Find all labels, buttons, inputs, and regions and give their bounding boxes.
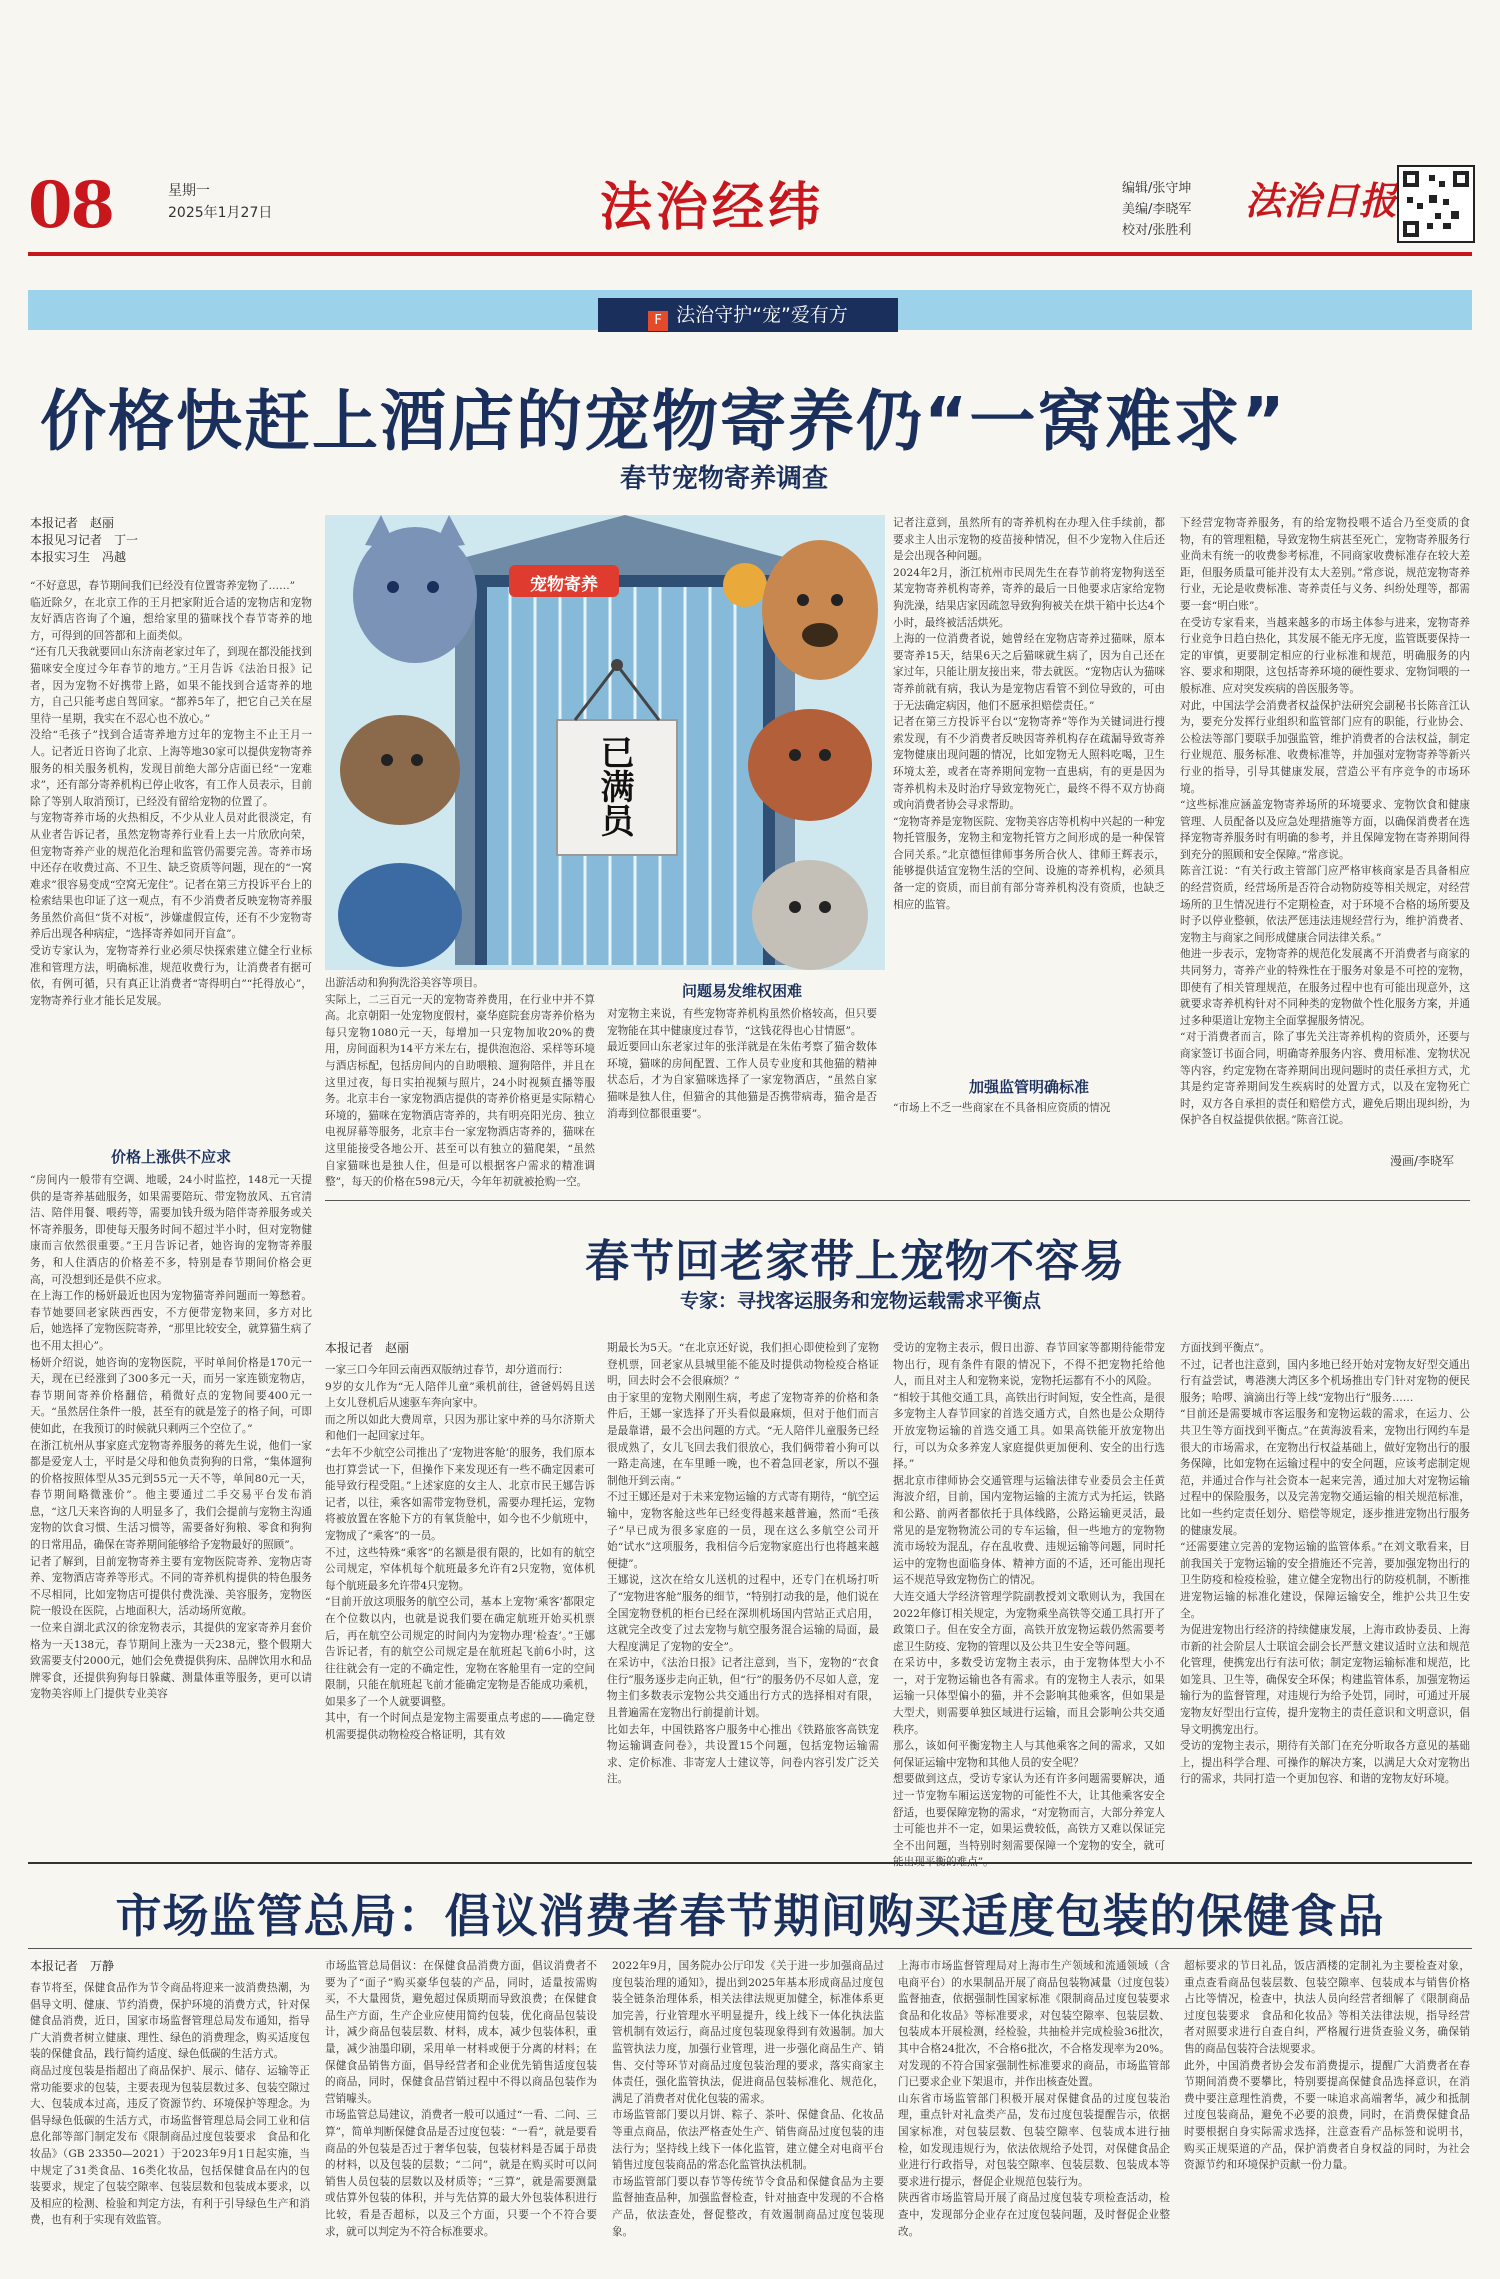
proofreader: 校对/张胜利 [1122, 223, 1192, 238]
article1-col1b: “房间内一般带有空调、地暖，24小时监控，148元一天提供的是寄养基础服务，如果需要陪玩、带宠物放风、五官清洁、陪伴用餐、喂药等，需要加钱升级为陪伴寄养服务或关怀寄养服务，即使每天服务时间不超过半小时，但对宠物健康而言依然很重要。”王月告诉记者，她咨询的宠物寄养服务，和人住酒店的价格差不多，特别是春节期间价格会更高，可没想到还是供不应求。 在上海工作的杨妍最近也因为宠物猫寄养问题而一筹愁着。春节她要回老家陕西西安，不方便带宠物来回，多方对比后，她选择了宠物医院寄养，“那里比较安全，就算猫生病了也不用太担心”。 杨妍介绍说，她咨询的宠物医院，平时单间价格是170元一天，现在已经涨到了300多元一天，而另一家连锁宠物店，春节期间寄养价格翻倍，稍微好点的宠物间要400元一天。“虽然居住条件一般，甚至有的就是笼子的格子间，可即使如此，在我预订的时候就只剩两三个空位了。” 在浙江杭州从事家庭式宠物寄养服务的蒋先生说，他们一家都是爱宠人士，平时是父母和他负责狗狗的日常，“集体遛狗的价格按照体型从35元到55元一天不等，单间80元一天，春节期间略微涨价”。他主要通过二手交易平台发布消息，“这几天来咨询的人明显多了，我们会提前与宠物主沟通宠物的饮食习惯、生活习惯等，需要备好狗粮、零食和狗狗的日常用品，确保在寄养期间能够给予宠物最好的照顾”。 记者了解到，目前宠物寄养主要有宠物医院寄养、宠物店寄养、宠物酒店寄养等形式。不同的寄养机构提供的特色服务不尽相同，比如宠物店可提供付费洗澡、美容服务，宠物医院一般设在医院，占地面积大，活动场所宽敞。 一位来自湖北武汉的徐宠物表示，其提供的宠家寄养月套价格为一天138元，春节期间上涨为一天238元，整个假期大致需要支付2000元，她们会免费提供狗床、品牌饮用水和品牌零食，还提供狗狗每日躲藏、测量体重等服务，更可以请宠物美容师上门提供专业美容 [30, 1174, 312, 1701]
article3-col4: 上海市市场监督管理局对上海市生产领域和流通领域（含电商平台）的水果制品开展了商品包装物减量（过度包装）监督抽查，依据强制性国家标准《限制商品过度包装要求 食品和化妆品》等标准要求，对包装空隙率、包装层数、包装成本开展检测，经检验，共抽检并完成检验36批次，其中合格24批次，不合格6批次，不合格发现率为20%。对发现的不符合国家强制性标准要求的商品，市场监管部门已要求企业下架退市，并作出核查处置。 山东省市场监管部门积极开展对保健食品的过度包装治理，重点针对礼盒类产品，发布过度包装提醒告示，依据国家标准，对包装层数、包装空隙率、包装成本进行抽检，如发现违规行为，依法依规给予处罚，对保健食品企业进行行政指导，对包装空隙率、包装层数、包装成本等要求进行提示，督促企业规范包装行为。 陕西省市场监管局开展了商品过度包装专项检查活动，检查中，发现部分企业存在过度包装问题，及时督促企业整改。 [898, 1960, 1170, 2238]
date: 2025年1月27日 [168, 205, 273, 221]
article3-col3: 2022年9月，国务院办公厅印发《关于进一步加强商品过度包装治理的通知》，提出到2025年基本形成商品过度包装全链条治理体系，相关法律法规更加健全，标准体系更加完善，行业管理水平明显提升，线上线下一体化执法监管机制有效运行，商品过度包装现象得到有效遏制。加大监管执法力度，加强行业管理，进一步强化商品生产、销售、交付等环节对商品过度包装治理的要求，落实商家主体责任，强化监管执法，促进商品包装标准化、规范化，满足了消费者对优化包装的需求。 市场监管部门要以月饼、粽子、茶叶、保健食品、化妆品等重点商品，依法严格查处生产、销售商品过度包装的违法行为；坚持线上线下一体化监管，建立健全对电商平台销售过度包装商品的常态化监管执法机制。 市场监管部门要以春节等传统节令食品和保健食品为主要监督抽查品种，加强监督检查，针对抽查中发现的不合格产品，依法查处，督促整改，有效遏制商品过度包装现象。 [612, 1960, 884, 2238]
byline-3: 本报实习生 冯越 [30, 550, 127, 564]
section-divider-1 [325, 1200, 1470, 1201]
article1-col1: “不好意思，春节期间我们已经没有位置寄养宠物了……” 临近除夕，在北京工作的王月把家附近合适的宠物店和宠物友好酒店咨询了个遍，想给家里的猫咪找个春节寄养的地方，可得到的回答都和上面类似。 “还有几天我就要回山东济南老家过年了，到现在都没能找到猫咪安全度过今年春节的地方。”王月告诉《法治日报》记者，因为宠物不好携带上路，如果不能找到合适寄养的地方，自己只能考虑自驾回家。“都养5年了，把它自己关在屋里待一星期，我实在不忍心也不放心。” 没给“毛孩子”找到合适寄养地方过年的宠物主不止王月一人。记者近日咨询了北京、上海等地30家可以提供宠物寄养服务的相关服务机构，发现目前绝大部分店面已经“一宠难求”，还有部分寄养机构已停止收客，有工作人员表示，目前除了等别人取消预订，已经没有留给宠物的位置了。 与宠物寄养市场的火热相反，不少从业人员对此很淡定，有从业者告诉记者，虽然宠物寄养行业看上去一片欣欣向荣，但宠物寄养产业的规范化治理和监管仍需要完善。寄养市场中还存在收费过高、不卫生、缺乏资质等问题，现在的“一窝难求”很容易变成“空窝无宠住”。记者在第三方投诉平台上的检索结果也印证了这一观点，有不少消费者反映宠物寄养服务虽然价高但“货不对板”，涉嫌虚假宣传，还有不少宠物寄养后出现各种病症，“选择寄养如同开盲盒”。 受访专家认为，宠物寄养行业必须尽快探索建立健全行业标准和管理方法，明确标准，规范收费行为，让消费者有据可依，有例可循，只有真正让消费者“寄得明白”“托得放心”，宠物寄养行业才能长足发展。 [30, 580, 312, 1007]
byline-1: 本报记者 赵丽 [30, 516, 115, 530]
column-label [598, 298, 898, 332]
section-divider-2 [28, 1862, 1472, 1864]
article3-col5: 超标要求的节日礼品，饭店酒楼的定制礼为主要检查对象，重点查看商品包装层数、包装空隙率、包装成本与销售价格占比等情况，检查中，执法人员向经营者细解了《限制商品过度包装要求 食品和化妆品》等相关法律法规，指导经营者对照要求进行自查自纠，严格履行进货查验义务，确保销售的商品包装符合法规要求。 此外，中国消费者协会发布消费提示，提醒广大消费者在春节期间消费不要攀比，特别要提高保健食品选择意识，在消费中要注意理性消费，不要一味追求高端奢华，减少和抵制过度包装商品，避免不必要的浪费，同时，在消费保健食品时要根据自身实际需求选择，注意查看产品标签和说明书，购买正规渠道的产品，保护消费者自身权益的同时，为社会资源节约和环境保护贡献一份力量。 [1184, 1960, 1470, 2172]
article1-col4b: “市场上不乏一些商家在不具备相应资质的情况 [893, 1102, 1111, 1114]
article3-col2: 市场监管总局倡议：在保健食品消费方面，倡议消费者不要为了“面子”购买豪华包装的产品，同时，适量按需购买，不大量囤货，避免超过保质期而导致浪费；在保健食品生产方面，生产企业应使用简约包装，优化商品包装设计，减少商品包装层数、材料，成本，减少包装体积，重量，减少油墨印刷，采用单一材料或便于分离的材料；在保健食品销售方面，倡导经营者和企业优先销售适度包装的商品，同时，保健食品营销过程中不得以商品包装作为营销噱头。 市场监管总局建议，消费者一般可以通过“一看、二问、三算”，简单判断保健食品是否过度包装：“一看”，就是要看商品的外包装是否过于奢华包装，包装材料是否属于昂贵的材料，以及包装的层数；“二问”，就是在购买时可以问销售人员包装的层数以及材质等；“三算”，就是需要测量或估算外包装的体积，并与先估算的最大外包装体积进行比较，看是否超标，以及三个方面，只要一个不符合要求，就可以判定为不符合标准要求。 [325, 1960, 597, 2238]
article2-col3: 受访的宠物主表示，假日出游、春节回家等都期待能带宠物出行，现有条件有限的情况下，不得不把宠物托给他人，而且对主人和宠物来说，宠物托运都有不小的风险。 “相较于其他交通工具，高铁出行时间短，安全性高，是很多宠物主人春节回家的首选交通方式，自然也是公众期待开放宠物运输的首选交通工具。如果高铁能开放宠物出行，可以为众多养宠人家庭提供更加便利、安全的出行选择。” 据北京市律师协会交通管理与运输法律专业委员会主任黄海波介绍，目前，国内宠物运输的主流方式为托运，铁路和公路、前两者都依托于具体线路，公路运输更灵活，最常见的是宠物物流公司的专车运输，但一些地方的宠物物流市场较为混乱，存在乱收费、违规运输等问题，同时托运中的宠物也面临身体、精神方面的不适，还可能出现托运不规范导致宠物伤亡的情况。 大连交通大学经济管理学院副教授刘文歌则认为，我国在2022年修订相关规定，为宠物乘坐高铁等交通工具打开了政策口子。但在安全方面，高铁开放宠物运载仍然需要考虑卫生防疫、宠物的管理以及公共卫生安全等问题。 在采访中，多数受访宠物主表示，由于宠物体型大小不一，对于宠物运输也各有需求。有的宠物主人表示，如果运输一只体型偏小的猫，并不会影响其他乘客，但如果是大型犬，则需要单独区域进行运输，而且会影响公共交通秩序。 那么，该如何平衡宠物主人与其他乘客之间的需求，又如何保证运输中宠物和其他人员的安全呢？ 想要做到这点，受访专家认为还有许多问题需要解决，通过一节宠物车厢运送宠物的可能性不大，让其他乘客安全舒适，也要保障宠物的需求，“对宠物而言，大部分养宠人士可能也并不一定，如果运费较低，高铁方又难以保证完全不出问题，当特别时刻需要保障一个宠物的安全，就可 [893, 1342, 1165, 1852]
article1-col4: 记者注意到，虽然所有的寄养机构在办理入住手续前，都要求主人出示宠物的疫苗接种情况，但不少宠物入住后还是会出现各种问题。 2024年2月，浙江杭州市民周先生在春节前将宠物狗送至某宠物寄养机构寄养，寄养的最后一日他要求店家给宠物狗洗澡，结果店家因疏忽导致狗狗被关在烘干箱中长达4个小时，最终被活活烘死。 上海的一位消费者说，她曾经在宠物店寄养过猫咪，原本要寄养15天，结果6天之后猫咪就生病了，因为自己还在家过年，只能让朋友接出来，带去就医。“宠物店认为猫咪寄养前就有病，我认为是宠物店看管不到位导致的，可由于无法确定病因，他们不愿承担赔偿责任。” 记者在第三方投诉平台以“宠物寄养”等作为关键词进行搜索发现，有不少消费者反映因寄养机构存在疏漏导致寄养宠物健康出现问题的情况，比如宠物无人照料吃喝，卫生环境太差，或者在寄养期间宠物一直患病，有的更是因为寄养机构未及时治疗导致宠物死亡，最终不得不双方协商或向消费者协会寻求帮助。 “宠物寄养是宠物医院、宠物美容店等机构中兴起的一种宠物托管服务，宠物主和宠物托管方之间形成的是一种保管合同关系。”北京德恒律师事务所合伙人、律师王辉表示，能够提供适宜宠物生活的空间、设施的寄养机构，必须具备一定的资质，而目前有部分寄养机构没有资质，也缺乏相应的监管。 [893, 517, 1165, 911]
article2-subhead: 专家：寻找客运服务和宠物运载需求平衡点 [680, 1290, 1042, 1312]
article1-col1-subheading: 价格上涨供不应求 [110, 1148, 231, 1166]
article1-bylines [30, 515, 310, 566]
article3-headline: 市场监管总局：倡议消费者春节期间购买适度包装的保健食品 [115, 1889, 1385, 1943]
article1-subhead: 春节宠物寄养调查 [620, 464, 829, 494]
column-label-text: 法治守护“宠”爱有方 [676, 304, 848, 326]
issue-date [168, 180, 272, 224]
article2-byline: 本报记者 赵丽 [325, 1341, 410, 1355]
masthead-rule [28, 252, 1472, 256]
article1-col4-subheading: 加强监管明确标准 [968, 1078, 1089, 1096]
article2-headline: 春节回老家带上宠物不容易 [585, 1236, 1125, 1287]
article2-col1: 一家三口今年回云南西双版纳过春节，却分道而行： 9岁的女儿作为“无人陪伴儿童”乘机前往，爸爸妈妈且送上女儿登机后从速驱车奔向家中。 而之所以如此大费周章，只因为那让家中养的马尔济斯犬和他们一起回家过年。 “去年不少航空公司推出了‘宠物进客舱’的服务，我们原本也打算尝试一下，但操作下来发现还有一些不确定因素可能导致行程受阻。”上述家庭的女主人、北京市民王娜告诉记者，以往，乘客如需带宠物登机，需要办理托运，宠物将被放置在客舱下方的有氧货舱中，如今也不少航班中，宠物成了“乘客”的一员。 不过，这些特殊“乘客”的名额是很有限的，比如有的航空公司规定，窄体机每个航班最多允许有2只宠物，宽体机每个航班最多允许带4只宠物。 “目前开放这项服务的航空公司，基本上宠物‘乘客’都限定在个位数以内，也就是说我们要在确定航班开始买机票后，再在航空公司规定的时间内为宠物办理‘检查’。”王娜告诉记者，有的航空公司规定是在航班起飞前6小时，这往往就会有一定的不确定性，宠物在客舱里有一定的空间限制，只能在航班起飞前才能确定宠物是否能成功乘机，如果多了一个人就要调整。 其中，有一个时间点是宠物主需要重点考虑的——确定登机需要提供动物检疫合格证明，其有效 [325, 1364, 595, 1742]
editor: 编辑/张守坤 [1122, 181, 1192, 196]
section-divider-3 [28, 1948, 1472, 1949]
pet-boarding-cartoon [325, 515, 885, 970]
section-title: 法治经纬 [600, 177, 825, 238]
page-number: 08 [28, 168, 114, 243]
article3-byline: 本报记者 万静 [30, 1959, 115, 1973]
article1-headline: 价格快赶上酒店的宠物寄养仍“一窝难求” [40, 383, 1287, 460]
article2-col4: 方面找到平衡点”。 不过，记者也注意到，国内多地已经开始对宠物友好型交通出行有益尝试，粤港澳大湾区多个机场推出专门针对宠物的便民服务；哈啰、滴滴出行等上线“宠物出行”服务…… “目前还是需要城市客运服务和宠物运载的需求，在运力、公共卫生等方面找到平衡点。”在黄海波看来，宠物出行网约车是很大的市场需求，在宠物出行权益基础上，做好宠物出行的服务保障，比如宠物在运输过程中的安全问题，应该考虑制定规范，并通过合作与社会资本一起来完善，通过加大对宠物运输过程中的保险服务，以及完善宠物交通运输的相关规范标准，比如一些约定责任划分、赔偿等规定，逐步推进宠物出行服务的健康发展。 “还需要建立完善的宠物运输的监管体系。”在刘文歌看来，目前我国关于宠物运输的安全措施还不完善，要加强宠物出行的卫生防疫和检疫检验，建立健全宠物出行的防疫机制，不断推进宠物运输的标准化建设，保障运输安全，维护公共卫生安全。 为促进宠物出行经济的持续健康发展，上海市政协委员、上海市新的社会阶层人士联谊会副会长严慧文建议适时立法和规范化管理，使携宠出行有法可依；制定宠物运输标准和规范，比如笼具、卫生等，确保安全环保；构建监管体系，加强宠物运输行为的监督管理，对违规行为给予处罚，同时，可通过开展宠物友好型出行宣传，提升宠物主的责任意识和文明意识，倡导文明携宠出行。 受访的宠物主表示，期待有关部门在充分听取各方意见的基础上，提出科学合理、可操作的解决方案，以满足大众对宠物出行的需求，共同打造一个更加包容、和谐的宠物友好环境。 [1180, 1342, 1470, 1786]
illustration-sign: 已满员 [594, 735, 634, 837]
column-logo-icon: F [648, 311, 668, 331]
weekday: 星期一 [168, 183, 210, 199]
article1-col5: 下经营宠物寄养服务，有的给宠物投喂不适合乃至变质的食物，有的管理粗糙，导致宠物生病甚至死亡，宠物寄养服务行业尚未有统一的收费参考标准，不同商家收费标准存在较大差距，但服务质量可能并没有太大差别。”常彦说，规范宠物寄养行业，无论是收费标准、寄养责任与义务、纠纷处理等，都需要一套“明白账”。 在受访专家看来，当越来越多的市场主体参与进来，宠物寄养行业竞争日趋白热化，其发展不能无序无度，监管既要保持一定的审慎，更要制定相应的行业标准和规范，明确服务的内容、要求和期限，这包括寄养环境的硬性要求、宠物饲喂的一般标准、应对突发疾病的兽医服务等。 对此，中国法学会消费者权益保护法研究会副秘书长陈音江认为，要充分发挥行业组织和监管部门应有的职能，行业协会、公检法等部门要联手加强监管，维护消费者的合法权益，制定行业规范、服务标准、收费标准等，并加强对宠物寄养等新兴行业的指导，引导其健康发展，营造公平有序竞争的市场环境。 “这些标准应涵盖宠物寄养场所的环境要求、宠物饮食和健康管理、人员配备以及应急处理措施等方面，以确保消费者在选择宠物寄养服务时有明确的参考，并且保障宠物在寄养期间得到充分的照顾和安全保障。”常彦说。 陈音江说：“有关行政主管部门应严格审核商家是否具备相应的经营资质，经营场所是否符合动物防疫等相关规定，对经营场所的卫生情况进行不定期检查，对于环境不合格的场所要及时予以停业整顿，依法严惩违法违规经营行为，维护消费者、宠物主与商家之间形成健康合同法律关系。” 他进一步表示，宠物寄养的规范化发展离不开消费者与商家的共同努力，寄养产业的特殊性在于服务对象是不可控的宠物，即使有了相关管理规范，在服务过程中也有可能出现意外，这就要求寄养机构针对不同种类的宠物做个性化服务方案，并通过多种渠道让宠物主全面掌握服务情况。 “对于消费者而言，除了事先关注寄养机构的资质外，还要与商家签订书面合同，明确寄养服务内容、费用标准、宠物状况等内容，约定宠物在寄养期间出现问题时的责任承担方式，尤其是约定寄养期间发生疾病时的处置方式，以及在宠物死亡时，双方各自承担的责任和赔偿方式，避免后期出现纠纷，为保护各自权益提供依据。”陈音江说。 [1180, 517, 1470, 1127]
article2-col2: 期最长为5天。“在北京还好说，我们担心即使检到了宠物登机票，回老家从县城里能不能及时提供动物检疫合格证明，回去时会不会很麻烦？” 由于家里的宠物犬刚刚生病，考虑了宠物寄养的价格和条件后，王娜一家选择了开头看似最麻烦，但对于他们而言是最靠谱，最不会出问题的方式。“无人陪伴儿童服务已经很成熟了，女儿飞回去我们很放心，我们俩带着小狗可以一路走高速，在车里睡一晚，也不着急回老家，所以不强制他开到云南。” 不过王娜还是对于未来宠物运输的方式寄有期待，“航空运输中，宠物客舱这些年已经变得越来越普遍，然而“毛孩子”早已成为很多家庭的一员，现在这么多航空公司开始“试水”这项服务，我相信今后宠物家庭出行也将越来越便捷”。 王娜说，这次在给女儿送机的过程中，还专门在机场打听了“宠物进客舱”服务的细节，“特别打动我的是，他们说在全国宠物登机的柜台已经在深圳机场国内营站正式启用，这就完全改变了过去宠物与航空服务混合运输的局面，最大程度满足了宠物的安全”。 在采访中，《法治日报》记者注意到，当下，宠物的“衣食住行”服务逐步走向正轨，但“行”的服务仍不尽如人意，宠物主们多数表示宠物公共交通出行方式的选择相对有限，且普遍需在宠物出行前提前计划。 比如去年，中国铁路客户服务中心推出《铁路旅客高铁宠物运输调查问卷》，共设置15个问题，包括宠物运输需求、定价标准、非寄宠人士建议等，问卷内容引发广泛关注。 [607, 1342, 879, 1786]
article3-col1: 春节将至，保健食品作为节令商品将迎来一波消费热潮，为倡导文明、健康、节约消费，保护环境的消费方式，针对保健食品消费，近日，国家市场监督管理总局发布通知，指导广大消费者树立健康、理性、绿色的消费理念，购买适度包装的保健食品，践行简约适度、绿色低碳的生活方式。 商品过度包装是指超出了商品保护、展示、储存、运输等正常功能要求的包装，主要表现为包装层数过多、包装空隙过大、包装成本过高，违反了资源节约、环境保护等理念。为倡导绿色低碳的生活方式，市场监督管理总局会同工业和信息化部等部门制定发布《限制商品过度包装要求 食品和化妆品》（GB 23350—2021）于2023年9月1日起实施，当中规定了31类食品、16类化妆品，包括保健食品在内的包装要求，规定了包装空隙率、包装层数和包装成本要求，以及相应的检测、检验和判定方法，有利于引导绿色生产和消费，也有利于实现有效监管。 [30, 1982, 310, 2227]
article1-col2b: 出游活动和狗狗洗浴美容等项目。 实际上，二三百元一天的宠物寄养费用，在行业中并不算高。北京朝阳一处宠物度假村，豪华庭院套房寄养价格为每只宠物1080元一天，每增加一只宠物加收20%的费用，房间面积为14平方米左右，提供泡泡浴、采样等环境与酒店标配，包括房间内的自助喂粮、遛狗陪伴，并且在这里过夜，每日实拍视频与照片，24小时视频直播等服务。北京丰台一家宠物酒店提供的寄养价格更是实际精心环境的，猫咪在宠物酒店寄养的，共有明亮阳光房、独立电视屏幕等服务，北京丰台一家宠物酒店寄养的，猫咪在这里能接受各地公开、甚至可以有独立的猫爬架，“虽然自家猫咪也是独人住，但是可以根据客户需求的精准调整”，每天的价格在598元/天，今年年初就被抢购一空。 [325, 977, 595, 1189]
illustration-badge: 宠物寄养 [530, 575, 598, 595]
article1-col3: 对宠物主来说，有些宠物寄养机构虽然价格较高，但只要宠物能在其中健康度过春节，“这钱花得也心甘情愿”。 最近要回山东老家过年的张洋就是在朱佑考察了猫舍数体环境，猫咪的房间配置、工作人员专业度和其他猫的精神状态后，才为自家猫咪选择了一家宠物酒店，“虽然自家猫咪是独人住，但猫舍的其他猫是否携带病毒，猫舍是否消毒到位都很重要”。 [607, 1008, 877, 1120]
art-editor: 美编/李晓军 [1122, 202, 1192, 217]
illustration-caption: 漫画/李晓军 [1390, 1154, 1455, 1168]
editor-credits [1122, 178, 1191, 241]
byline-2: 本报见习记者 丁一 [30, 533, 139, 547]
qr-code-icon[interactable] [1397, 165, 1475, 243]
article1-col3-subheading: 问题易发维权困难 [681, 982, 802, 1000]
paper-logo: 法治日报 [1245, 178, 1398, 223]
